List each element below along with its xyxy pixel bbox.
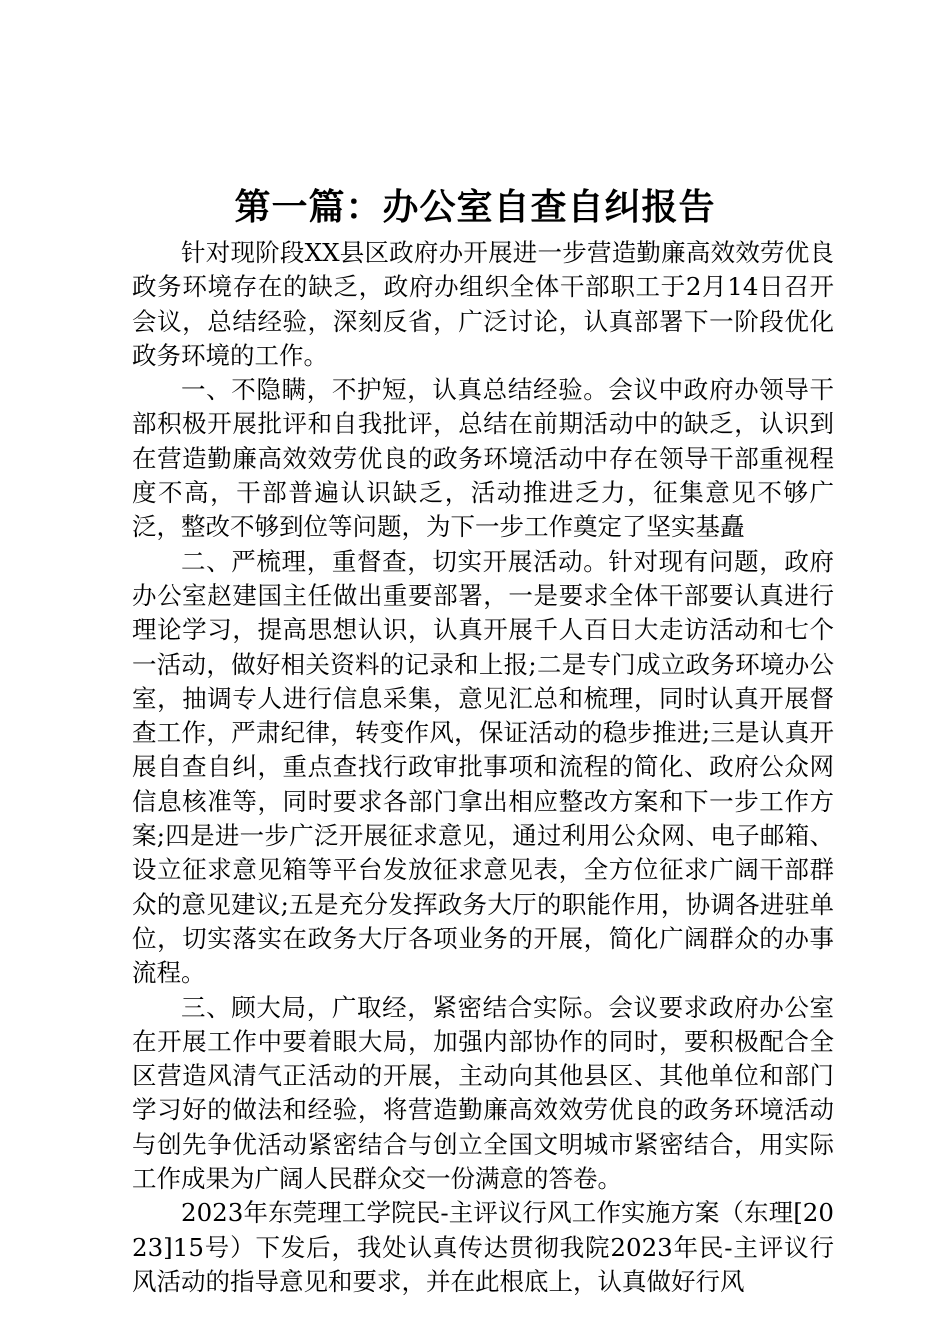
paragraph-section-two: 二、严梳理，重督查，切实开展活动。针对现有问题，政府办公室赵建国主任做出重要部署，一是要求全体干部要认真进行理论学习，提高思想认识，认真开展千人百日大走访活动和七个一活动，做好相关资料的记录和上报;二是专门成立政务环境办公室，抽调专人进行信息采集，意见汇总和梳理，同时认真开展督查工作，严肃纪律，转变作风，保证活动的稳步推进;三是认真开展自查自纠，重点查找行政审批事项和流程的简化、政府公众网信息核准等，同时要求各部门拿出相应整改方案和下一步工作方案;四是进一步广泛开展征求意见，通过利用公众网、电子邮箱、设立征求意见箱等平台发放征求意见表，全方位征求广阔干部群众的意见建议;五是充分发挥政务大厅的职能作用，协调各进驻单位，切实落实在政务大厅各项业务的开展，简化广阔群众的办事流程。 bbox=[132, 546, 834, 988]
paragraph-section-one: 一、不隐瞒，不护短，认真总结经验。会议中政府办领导干部积极开展批评和自我批评，总结在前期活动中的缺乏，认识到在营造勤廉高效效劳优良的政务环境活动中存在领导干部重视程度不高，干部普遍认识缺乏，活动推进乏力，征集意见不够广泛，整改不够到位等问题，为下一步工作奠定了坚实基矗 bbox=[132, 375, 834, 542]
document-body bbox=[132, 236, 834, 1299]
paragraph-intro: 针对现阶段XX县区政府办开展进一步营造勤廉高效效劳优良政务环境存在的缺乏，政府办组织全体干部职工于2月14日召开会议，总结经验，深刻反省，广泛讨论，认真部署下一阶段优化政务环境的工作。 bbox=[132, 238, 834, 370]
paragraph-section-three: 三、顾大局，广取经，紧密结合实际。会议要求政府办公室在开展工作中要着眼大局，加强内部协作的同时，要积极配合全区营造风清气正活动的开展，主动向其他县区、其他单位和部门学习好的做法和经验，将营造勤廉高效效劳优良的政务环境活动与创先争优活动紧密结合与创立全国文明城市紧密结合，用实际工作成果为广阔人民群众交一份满意的答卷。 bbox=[132, 992, 834, 1194]
document-title: 第一篇：办公室自查自纠报告 bbox=[234, 187, 716, 228]
paragraph-second-report: 2023年东莞理工学院民-主评议行风工作实施方案（东理[2023]15号）下发后，我处认真传达贯彻我院2023年民-主评议行风活动的指导意见和要求，并在此根底上，认真做好行风 bbox=[132, 1198, 834, 1296]
